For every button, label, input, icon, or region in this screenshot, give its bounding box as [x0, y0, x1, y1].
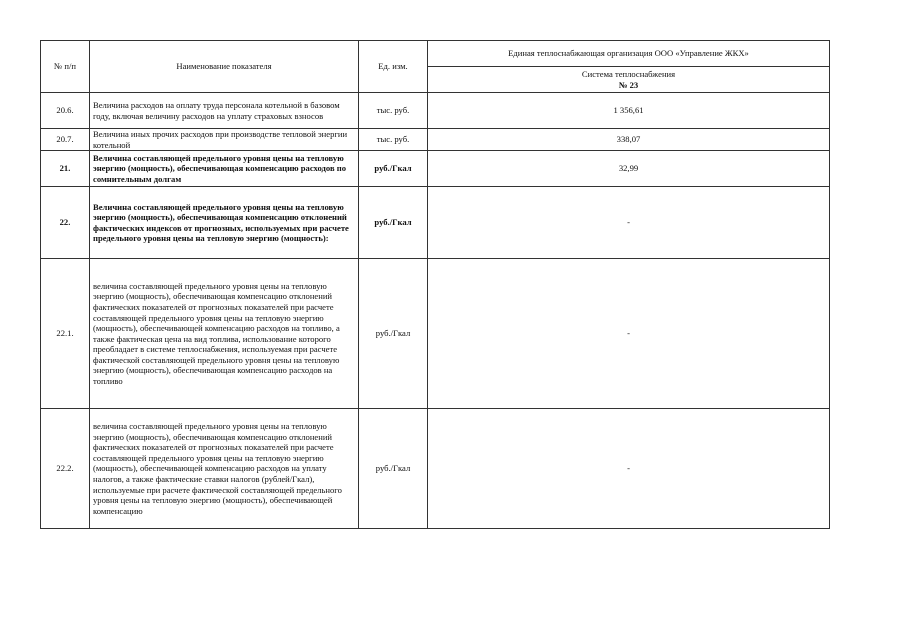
row-name-text: Величина иных прочих расходов при производстве тепловой энергии котельной — [93, 129, 348, 150]
table-row — [41, 151, 830, 187]
row-unit: руб./Гкал — [359, 409, 428, 529]
header-system — [428, 67, 830, 93]
row-unit: руб./Гкал — [359, 259, 428, 409]
row-number: 20.7. — [41, 129, 90, 151]
row-name — [90, 187, 359, 259]
row-value: - — [428, 409, 830, 529]
table-row — [41, 129, 830, 151]
row-value: 338,07 — [428, 129, 830, 151]
row-number: 22. — [41, 187, 90, 259]
row-name-text: Величина расходов на оплату труда персонала котельной в базовом году, включая величину расходов на уплату страховых взносов — [93, 99, 340, 121]
row-name-text: величина составляющей предельного уровня цены на тепловую энергию (мощность), обеспечивающая компенсацию отклонений фактических показателей от прогнозных показателей при расчете составляющей предельного уровня цены на тепловую энергию (мощность), обеспечивающей компенсацию расходов на топливо, а также фактическая цена на вид топлива, использование которого преобладает в системе теплоснабжения, используемая при расчете фактической составляющей предельного уровня цены на тепловую энергию (мощность), обеспечивающая компенсацию расходов на топливо — [93, 280, 340, 387]
row-value: - — [428, 187, 830, 259]
system-number: № 23 — [618, 79, 639, 90]
row-unit: тыс. руб. — [359, 129, 428, 151]
row-name-text: величина составляющей предельного уровня цены на тепловую энергию (мощность), обеспечивающая компенсацию отклонений фактических показателей от прогнозных показателей при расчете составляющей предельного уровня цены на тепловую энергию (мощность), обеспечивающей компенсацию расходов на уплату налогов, а также фактические ставки налогов (рублей/Гкал), используемые при расчете фактической составляющей предельного уровня цены на тепловую энергию (мощность), обеспечивающей компенсацию — [93, 421, 342, 516]
row-unit: руб./Гкал — [359, 187, 428, 259]
header-unit: Ед. изм. — [359, 41, 428, 93]
table-row — [41, 259, 830, 409]
row-number: 21. — [41, 151, 90, 187]
header-num: № п/п — [41, 41, 90, 93]
row-value: 32,99 — [428, 151, 830, 187]
header-name: Наименование показателя — [90, 41, 359, 93]
tariff-indicators-table — [40, 40, 830, 529]
table-row — [41, 187, 830, 259]
row-unit: тыс. руб. — [359, 93, 428, 129]
row-name-text: Величина составляющей предельного уровня цены на тепловую энергию (мощность), обеспечивающая компенсацию расходов по сомнительным долгам — [93, 152, 347, 184]
row-number: 22.2. — [41, 409, 90, 529]
table-row — [41, 409, 830, 529]
row-name — [90, 409, 359, 529]
row-name-text: Величина составляющей предельного уровня цены на тепловую энергию (мощность), обеспечивающая компенсацию отклонений фактических индексов от прогнозных, используемых при расчете предельного уровня цены на тепловую энергию (мощность): — [93, 201, 349, 244]
table-row — [41, 93, 830, 129]
row-name — [90, 93, 359, 129]
row-value: - — [428, 259, 830, 409]
header-org-title: Единая теплоснабжающая организация ООО «Управление ЖКХ» — [428, 41, 830, 67]
row-name — [90, 129, 359, 151]
row-unit: руб./Гкал — [359, 151, 428, 187]
row-name — [90, 259, 359, 409]
row-number: 20.6. — [41, 93, 90, 129]
row-number: 22.1. — [41, 259, 90, 409]
row-name — [90, 151, 359, 187]
header-row — [41, 41, 830, 67]
system-label: Система теплоснабжения — [581, 68, 676, 79]
row-value: 1 356,61 — [428, 93, 830, 129]
